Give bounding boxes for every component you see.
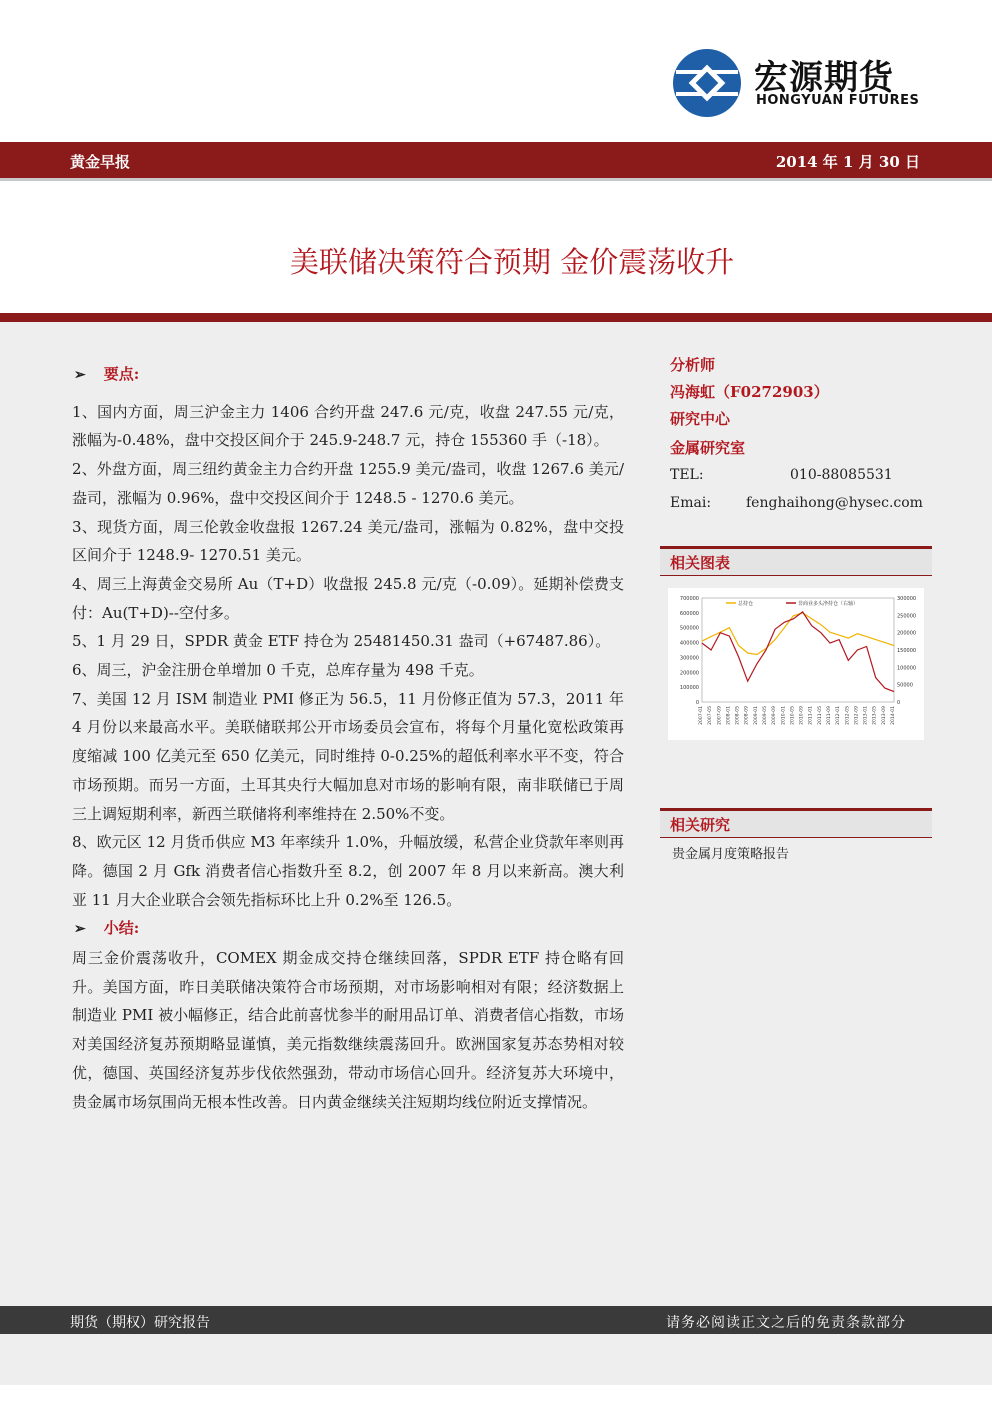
key-point-item: 4、周三上海黄金交易所 Au（T+D）收盘报 245.8 元/克（-0.09）。延期补偿费支付：Au(T+D)--空付多。: [72, 574, 624, 622]
x-axis-tick-label: 2011-01: [808, 706, 814, 725]
x-axis-tick-label: 2010-09: [799, 706, 805, 725]
left-axis-tick-label: 600000: [679, 610, 699, 617]
report-date: 2014 年 1 月 30 日: [775, 153, 920, 171]
analyst-name: 冯海虹（F0272903）: [670, 383, 829, 401]
left-axis-tick-label: 500000: [679, 625, 699, 632]
key-point-item: 8、欧元区 12 月货币供应 M3 年率续升 1.0%，升幅放缓，私营企业贷款年率则再降。德国 2 月 Gfk 消费者信心指数升至 8.2，创 2007 年 8 月以来新高。澳大利亚 11 月大企业联合会领先指标环比上升 0.2%至 126.5。: [72, 833, 624, 909]
footer-left: 期货（期权）研究报告: [70, 1315, 210, 1331]
x-axis-tick-label: 2012-09: [854, 706, 860, 725]
key-points-heading: ➢ 要点:: [74, 365, 140, 383]
x-axis-tick-label: 2009-01: [753, 706, 759, 725]
page-title: 美联储决策符合预期 金价震荡收升: [289, 245, 735, 279]
x-axis-tick-label: 2009-09: [772, 706, 778, 725]
x-axis-tick-label: 2013-05: [872, 706, 878, 725]
report-type: 黄金早报: [70, 153, 131, 171]
key-point-item: 7、美国 12 月 ISM 制造业 PMI 修正为 56.5，11 月份修正值为 57.3，2011 年 4 月份以来最高水平。美联储联邦公开市场委员会宣布，将每个月量化宽松政策再度缩减 100 亿美元至 650 亿美元，同时维持 0-0.25%的超低利率水平不变，符合市场预期。而另一方面，土耳其央行大幅加息对市场的影响有限，南非联储已于周三上调短期利率，新西兰联储将利率维持在 2.50%不变。: [72, 689, 624, 823]
analyst-label: 分析师: [670, 356, 716, 374]
x-axis-tick-label: 2011-05: [817, 706, 823, 725]
left-axis-tick-label: 100000: [679, 685, 699, 692]
related-research-item[interactable]: 贵金属月度策略报告: [672, 847, 790, 862]
series-line: [702, 612, 894, 692]
x-axis-tick-label: 2009-05: [763, 706, 768, 725]
right-axis-tick-label: 200000: [897, 630, 917, 637]
x-axis-tick-label: 2012-01: [836, 706, 842, 725]
summary-text: 周三金价震荡收升，COMEX 期金成交持仓继续回落，SPDR ETF 持仓略有回升。美国方面，昨日美联储决策符合市场预期，对市场影响相对有限；经济数据上制造业 PMI 被小幅修正，结合此前喜忧参半的耐用品订单、消费者信心指数，市场对美国经济复苏预期略显谨慎，美元指数继续震荡回升。欧洲国家复苏态势相对较优，德国、英国经济复苏步伐依然强劲，带动市场信心回升。经济复苏大环境中，贵金属市场氛围尚无根本性改善。日内黄金继续关注短期均线位附近支撑情况。: [72, 949, 624, 1111]
brand-name-cn: 宏源期货: [754, 58, 894, 98]
related-research-header: [660, 808, 932, 838]
footer-disclaimer: 请务必阅读正文之后的免责条款部分: [666, 1315, 906, 1331]
right-axis-tick-label: 0: [897, 700, 901, 706]
series-line: [702, 613, 894, 655]
left-axis-tick-label: 300000: [679, 655, 699, 662]
right-axis-tick-label: 100000: [897, 665, 917, 672]
x-axis-tick-label: 2008-01: [726, 706, 732, 725]
x-axis-tick-label: 2007-09: [717, 706, 723, 725]
left-axis-tick-label: 400000: [679, 640, 699, 647]
right-axis-tick-label: 150000: [897, 648, 917, 654]
key-point-item: 2、外盘方面，周三纽约黄金主力合约开盘 1255.9 美元/盎司，收盘 1267.6 美元/盎司，涨幅为 0.96%，盘中交投区间介于 1248.5 - 1270.6 美元。: [72, 460, 624, 507]
left-axis-tick-label: 700000: [679, 596, 699, 602]
key-point-item: 5、1 月 29 日，SPDR 黄金 ETF 持仓为 25481450.31 盎司（+67487.86）。: [72, 632, 611, 651]
x-axis-tick-label: 2012-05: [845, 706, 851, 725]
brand-name-en: HONGYUAN FUTURES: [756, 93, 920, 108]
x-axis-tick-label: 2007-05: [708, 706, 714, 725]
left-axis-tick-label: 0: [695, 700, 699, 706]
footer-band: [0, 1306, 992, 1334]
title-divider: [0, 313, 992, 322]
related-research-title: 相关研究: [670, 816, 731, 834]
related-charts-header: [660, 546, 932, 576]
summary-heading: ➢ 小结:: [74, 919, 140, 938]
hongyuan-logo-icon: [672, 48, 742, 118]
x-axis-tick-label: 2010-01: [781, 706, 787, 725]
right-axis-tick-label: 50000: [897, 682, 913, 689]
department-research-center: 研究中心: [670, 410, 731, 428]
plot-frame: [702, 598, 894, 702]
key-point-item: 1、国内方面，周三沪金主力 1406 合约开盘 247.6 元/克，收盘 247.55 元/克，涨幅为-0.48%，盘中交投区间介于 245.9-248.7 元，持仓 155360 手（-18）。: [72, 402, 624, 450]
tel-value: 010-88085531: [790, 467, 893, 483]
department-metals: 金属研究室: [670, 439, 746, 457]
x-axis-tick-label: 2014-01: [891, 706, 896, 725]
x-axis-tick-label: 2011-09: [827, 706, 832, 725]
right-axis-tick-label: 250000: [897, 613, 917, 620]
x-axis-tick-label: 2007-01: [699, 706, 704, 725]
email-label: Emai:: [670, 495, 712, 511]
arrow-bullet-icon: ➢: [74, 921, 86, 938]
x-axis-tick-label: 2008-09: [744, 706, 750, 725]
x-axis-tick-label: 2013-09: [881, 706, 887, 725]
main-text-column: [72, 360, 624, 1116]
arrow-bullet-icon: ➢: [74, 367, 86, 383]
key-point-item: 6、周三，沪金注册仓单增加 0 千克，总库存量为 498 千克。: [72, 661, 484, 680]
x-axis-tick-label: 2008-05: [735, 706, 741, 725]
positions-chart-svg: [668, 588, 924, 740]
key-point-item: 3、现货方面，周三伦敦金收盘报 1267.24 美元/盎司，涨幅为 0.82%，盘中交投区间介于 1248.9- 1270.51 美元。: [72, 517, 624, 565]
legend-label: 总持仓: [738, 601, 754, 607]
positions-chart: [668, 588, 924, 740]
header-band: [0, 142, 992, 181]
related-charts-title: 相关图表: [670, 554, 731, 572]
x-axis-tick-label: 2013-01: [863, 706, 869, 725]
right-axis-tick-label: 300000: [897, 596, 917, 602]
tel-label: TEL:: [670, 467, 704, 483]
left-axis-tick-label: 200000: [679, 670, 699, 677]
email-value[interactable]: fenghaihong@hysec.com: [746, 495, 923, 511]
legend-label: 非商业多头净持仓（右轴）: [798, 601, 859, 607]
x-axis-tick-label: 2010-05: [790, 706, 796, 725]
